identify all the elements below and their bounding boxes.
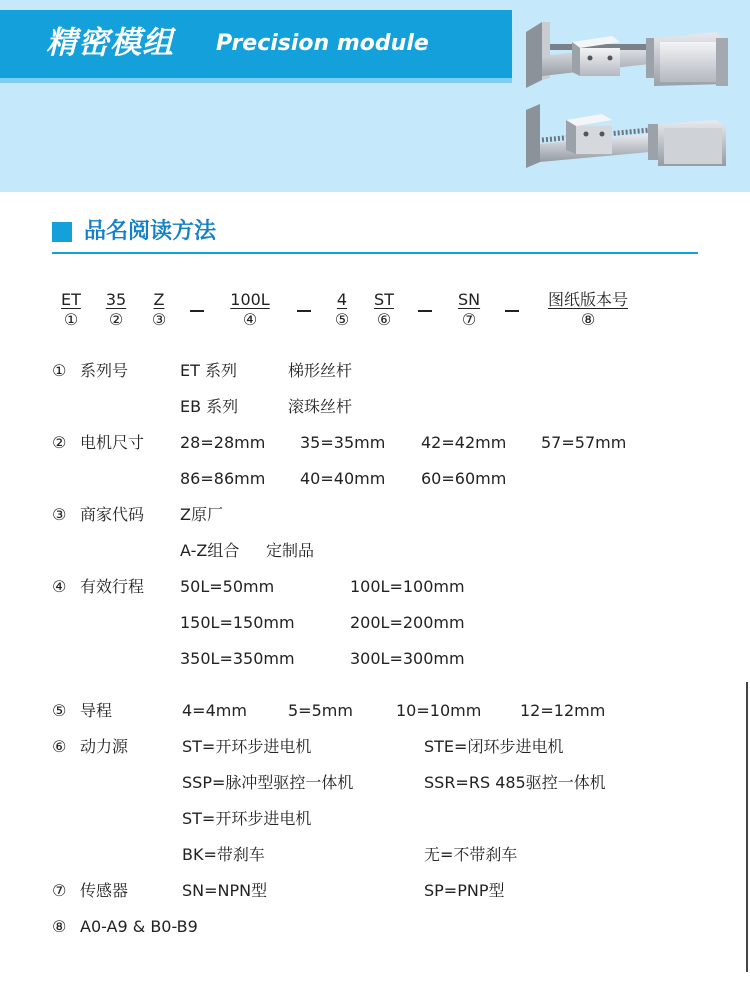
sensor-value: SP=PNP型 (424, 881, 505, 900)
item-label-sensor: 传感器 (80, 881, 129, 900)
page-title-en: Precision module (216, 31, 429, 56)
stroke-value: 350L=350mm (180, 649, 295, 668)
power-value: ST=开环步进电机 (182, 809, 312, 828)
motor-size-value: 40=40mm (300, 469, 386, 488)
code-token-power: ST ⑥ (374, 290, 394, 329)
item-label-power: 动力源 (80, 737, 129, 756)
motor-size-value: 86=86mm (180, 469, 266, 488)
code-token-motor: 35 ② (105, 290, 127, 329)
motor-size-value: 28=28mm (180, 433, 266, 452)
section-marker (52, 222, 72, 242)
header-hero (0, 0, 750, 192)
lead-value: 12=12mm (520, 701, 606, 720)
section-title: 品名阅读方法 (84, 219, 217, 244)
page-title-cn: 精密模组 (46, 25, 174, 61)
code-token-vendor: Z ③ (151, 290, 167, 329)
item-label-version: A0-A9 & B0-B9 (80, 917, 198, 936)
page-edge-line (746, 682, 748, 972)
code-token-lead: 4 ⑤ (334, 290, 350, 329)
code-token-series: ET ① (61, 290, 81, 329)
item-number: ⑤ (52, 701, 67, 720)
item-number: ② (52, 433, 67, 452)
power-value: ST=开环步进电机 (182, 737, 312, 756)
code-dash (505, 310, 519, 312)
vendor-value: Z原厂 (180, 505, 223, 524)
item-number: ⑧ (52, 917, 67, 936)
power-value: SSP=脉冲型驱控一体机 (182, 773, 354, 792)
code-token-sensor: SN ⑦ (457, 290, 481, 329)
motor-size-value: 42=42mm (421, 433, 507, 452)
sensor-value: SN=NPN型 (182, 881, 268, 900)
stroke-value: 300L=300mm (350, 649, 465, 668)
series-desc: 梯形丝杆 (288, 361, 353, 380)
stroke-value: 150L=150mm (180, 613, 295, 632)
item-label-stroke: 有效行程 (80, 577, 145, 596)
power-value: 无=不带刹车 (424, 845, 518, 864)
item-number: ④ (52, 577, 67, 596)
code-token-stroke: 100L ④ (230, 290, 270, 329)
vendor-value: A-Z组合 (180, 541, 240, 560)
item-label-series: 系列号 (80, 361, 129, 380)
power-value: SSR=RS 485驱控一体机 (424, 773, 606, 792)
item-number: ⑦ (52, 881, 67, 900)
code-token-version: 图纸版本号 ⑧ (547, 290, 628, 329)
precision-module-ball-screw-image (520, 100, 750, 190)
item-number: ⑥ (52, 737, 67, 756)
section-divider (52, 252, 698, 254)
lead-value: 4=4mm (182, 701, 247, 720)
motor-size-value: 57=57mm (541, 433, 627, 452)
item-number: ③ (52, 505, 67, 524)
item-label-motor: 电机尺寸 (80, 433, 145, 452)
vendor-value: 定制品 (266, 541, 315, 560)
motor-size-value: 60=60mm (421, 469, 507, 488)
lead-value: 5=5mm (288, 701, 353, 720)
title-banner-shadow (0, 78, 512, 83)
stroke-value: 50L=50mm (180, 577, 275, 596)
stroke-value: 100L=100mm (350, 577, 465, 596)
code-dash (418, 310, 432, 312)
lead-value: 10=10mm (396, 701, 482, 720)
code-dash (297, 310, 311, 312)
item-number: ① (52, 361, 67, 380)
power-value: STE=闭环步进电机 (424, 737, 564, 756)
precision-module-trapezoidal-screw-image (520, 14, 750, 104)
stroke-value: 200L=200mm (350, 613, 465, 632)
item-label-lead: 导程 (80, 701, 113, 720)
item-label-vendor: 商家代码 (80, 505, 145, 524)
power-value: BK=带刹车 (182, 845, 265, 864)
motor-size-value: 35=35mm (300, 433, 386, 452)
series-code: EB 系列 (180, 397, 239, 416)
series-desc: 滚珠丝杆 (288, 397, 353, 416)
code-dash (190, 310, 204, 312)
series-code: ET 系列 (180, 361, 237, 380)
